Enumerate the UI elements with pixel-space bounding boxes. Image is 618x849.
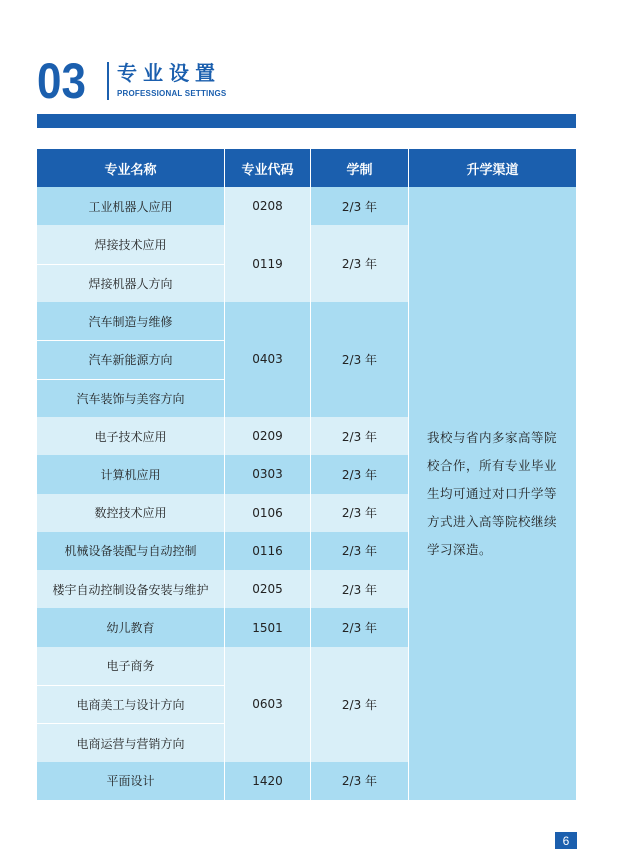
major-name-cell: 楼宇自动控制设备安装与维护 (37, 570, 224, 608)
section-number: 03 (37, 53, 86, 109)
major-name-cell: 机械设备装配与自动控制 (37, 532, 224, 570)
header-divider (107, 62, 109, 100)
header-major-code: 专业代码 (224, 149, 310, 187)
major-name-cell: 数控技术应用 (37, 494, 224, 532)
major-code-cell: 0208 (224, 187, 310, 225)
channel-cell (408, 187, 576, 800)
major-name-cell: 焊接技术应用 (37, 225, 224, 263)
header-channel: 升学渠道 (408, 149, 576, 187)
major-name-cell: 电子商务 (37, 647, 224, 685)
major-name-cell: 幼儿教育 (37, 608, 224, 646)
duration-cell: 2/3 年 (310, 225, 408, 302)
duration-cell: 2/3 年 (310, 762, 408, 800)
section-titles (117, 58, 226, 98)
majors-table (37, 149, 576, 800)
section-header (37, 53, 227, 109)
major-code-cell: 0603 (224, 647, 310, 762)
major-code-cell: 0209 (224, 417, 310, 455)
major-code-cell: 1501 (224, 608, 310, 646)
section-title-cn: 专业设置 (117, 61, 221, 85)
major-name-cell: 电商美工与设计方向 (37, 685, 224, 723)
major-code-cell: 0205 (224, 570, 310, 608)
duration-cell: 2/3 年 (310, 302, 408, 417)
duration-cell: 2/3 年 (310, 532, 408, 570)
major-name-cell: 计算机应用 (37, 455, 224, 493)
major-name-cell: 电子技术应用 (37, 417, 224, 455)
duration-cell: 2/3 年 (310, 187, 408, 225)
major-code-cell: 1420 (224, 762, 310, 800)
page-number: 6 (555, 832, 577, 849)
duration-cell: 2/3 年 (310, 647, 408, 762)
channel-text: 我校与省内多家高等院校合作，所有专业毕业生均可通过对口升学等方式进入高等院校继续学习深造。 (427, 429, 558, 557)
duration-cell: 2/3 年 (310, 455, 408, 493)
major-name-cell: 汽车装饰与美容方向 (37, 379, 224, 417)
major-name-cell: 平面设计 (37, 762, 224, 800)
major-code-cell: 0403 (224, 302, 310, 417)
major-name-cell: 汽车新能源方向 (37, 340, 224, 378)
major-code-cell: 0106 (224, 494, 310, 532)
major-code-cell: 0116 (224, 532, 310, 570)
major-name-cell: 电商运营与营销方向 (37, 723, 224, 761)
major-name-cell: 焊接机器人方向 (37, 264, 224, 302)
duration-cell: 2/3 年 (310, 417, 408, 455)
header-major-name: 专业名称 (37, 149, 224, 187)
major-name-cell: 工业机器人应用 (37, 187, 224, 225)
duration-cell: 2/3 年 (310, 494, 408, 532)
header-accent-bar (37, 114, 576, 128)
duration-cell: 2/3 年 (310, 608, 408, 646)
major-code-cell: 0303 (224, 455, 310, 493)
major-code-cell: 0119 (224, 225, 310, 302)
major-name-cell: 汽车制造与维修 (37, 302, 224, 340)
duration-cell: 2/3 年 (310, 570, 408, 608)
section-title-en: PROFESSIONAL SETTINGS (117, 89, 227, 98)
header-duration: 学制 (310, 149, 408, 187)
